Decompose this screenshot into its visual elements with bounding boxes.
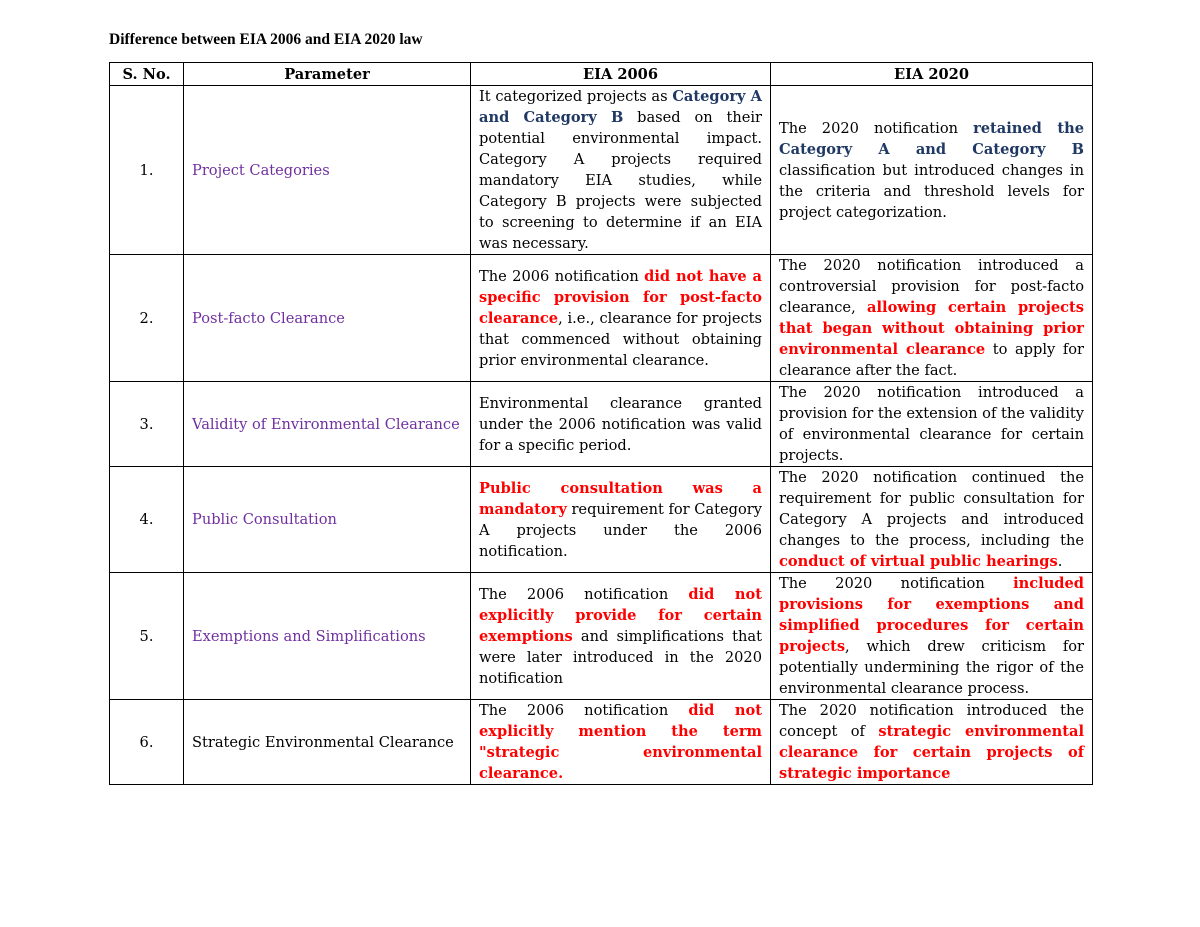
row-number: 2.: [110, 255, 184, 382]
cell-eia-2006: [471, 86, 771, 255]
cell-eia-2020: [771, 86, 1093, 255]
text-segment: The 2006 notification: [479, 585, 689, 603]
row-number: 1.: [110, 86, 184, 255]
text-segment: based on their potential environmental impact. Category A projects required mandatory EIA studies, while Category B projects were subjected to screening to determine if an EIA was necessary.: [479, 109, 762, 252]
text-segment: , i.e., clearance for projects that commenced without obtaining prior environmental clearance.: [479, 309, 762, 369]
cell-eia-2006: [471, 255, 771, 382]
row-number: 3.: [110, 382, 184, 467]
text-segment: Environmental clearance granted under the 2006 notification was valid for a specific period.: [479, 394, 762, 454]
header-sno: S. No.: [110, 63, 184, 86]
text-segment: classification but introduced changes in the criteria and threshold levels for project categorization.: [779, 161, 1084, 221]
highlighted-text: conduct of virtual public hearings: [779, 553, 1058, 570]
cell-eia-2006: [471, 467, 771, 573]
highlighted-text: strategic environmental clearance for certain projects of strategic importance: [779, 723, 1085, 782]
cell-eia-2006: [471, 573, 771, 700]
row-parameter: Exemptions and Simplifications: [184, 573, 471, 700]
header-eia-2020: EIA 2020: [771, 63, 1093, 86]
text-segment: The 2020 notification: [779, 119, 974, 137]
text-segment: .: [1057, 553, 1063, 570]
text-segment: The 2020 notification: [779, 575, 1014, 592]
highlighted-text: allowing certain projects that began without obtaining prior environmental clearance: [779, 299, 1085, 358]
table-row: [110, 700, 1093, 785]
text-segment: to apply for clearance after the fact.: [779, 341, 1084, 379]
row-parameter: Strategic Environmental Clearance: [184, 700, 471, 785]
row-parameter: Public Consultation: [184, 467, 471, 573]
cell-eia-2020: [771, 382, 1093, 467]
cell-eia-2020: [771, 700, 1093, 785]
header-row: [110, 63, 1093, 86]
table-row: [110, 382, 1093, 467]
table-row: [110, 255, 1093, 382]
cell-eia-2020: [771, 573, 1093, 700]
header-parameter: Parameter: [184, 63, 471, 86]
table-row: [110, 573, 1093, 700]
highlighted-text: did not explicitly mention the term "strategic environmental clearance.: [479, 702, 762, 782]
highlighted-text: Public consultation was a mandatory: [479, 479, 762, 518]
text-segment: requirement for Category A projects under the 2006 notification.: [479, 500, 762, 560]
text-segment: and simplifications that were later introduced in the 2020 notification: [479, 627, 762, 687]
row-parameter: Validity of Environmental Clearance: [184, 382, 471, 467]
text-segment: It categorized projects as: [479, 88, 673, 105]
row-number: 4.: [110, 467, 184, 573]
row-parameter: Project Categories: [184, 86, 471, 255]
text-segment: , which drew criticism for potentially undermining the rigor of the environmental clearance process.: [779, 638, 1084, 697]
comparison-table: [109, 62, 1093, 785]
table-row: [110, 86, 1093, 255]
cell-eia-2006: [471, 382, 771, 467]
row-parameter: Post-facto Clearance: [184, 255, 471, 382]
row-number: 6.: [110, 700, 184, 785]
highlighted-text: Category A and Category B: [479, 88, 763, 126]
cell-eia-2020: [771, 467, 1093, 573]
text-segment: The 2006 notification: [479, 267, 645, 285]
text-segment: The 2020 notification introduced the concept of: [779, 702, 1084, 740]
text-segment: The 2020 notification introduced a provision for the extension of the validity of environmental clearance for certain projects.: [779, 384, 1084, 464]
highlighted-text: retained the Category A and Category B: [779, 119, 1084, 158]
cell-eia-2020: [771, 255, 1093, 382]
table-body: [110, 86, 1093, 785]
highlighted-text: did not explicitly provide for certain exemptions: [479, 585, 762, 645]
text-segment: The 2020 notification continued the requirement for public consultation for Category A projects and introduced changes to the process, including the: [779, 469, 1084, 549]
highlighted-text: did not have a specific provision for post-facto clearance: [479, 267, 762, 327]
highlighted-text: included provisions for exemptions and simplified procedures for certain projects: [779, 575, 1084, 655]
row-number: 5.: [110, 573, 184, 700]
text-segment: The 2020 notification introduced a controversial provision for post-facto clearance,: [779, 257, 1084, 316]
cell-eia-2006: [471, 700, 771, 785]
header-eia-2006: EIA 2006: [471, 63, 771, 86]
text-segment: The 2006 notification: [479, 702, 689, 719]
page-title: Difference between EIA 2006 and EIA 2020 law: [109, 31, 423, 48]
table-row: [110, 467, 1093, 573]
